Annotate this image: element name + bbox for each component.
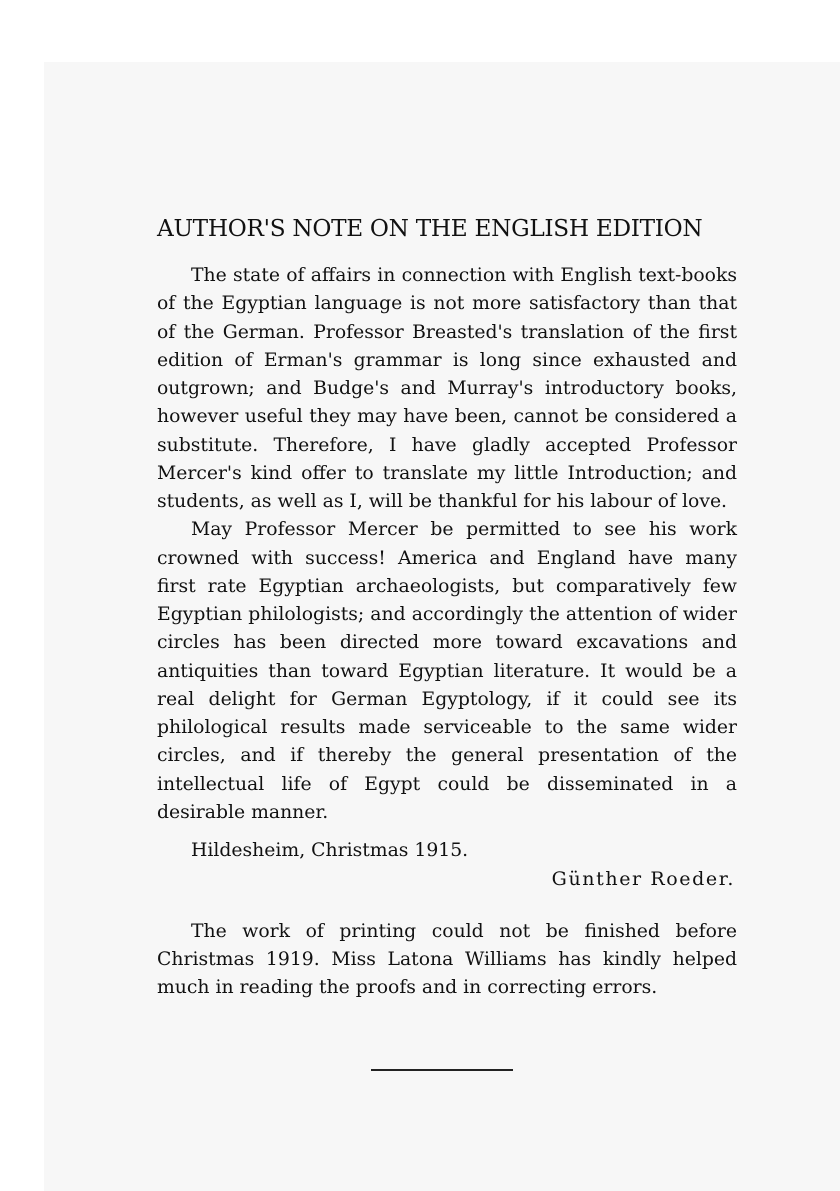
page-text bbox=[157, 212, 737, 1002]
signature: Günther Roeder. bbox=[551, 868, 735, 891]
paragraph-1: The state of affairs in connection with English text-books of the Egyptian language is not more satisfactory than that of the German. Professor Breasted's translation of the first edition of Erman's grammar is long since exhausted and outgrown; and Budge's and Murray's introductory books, however useful they may have been, cannot be considered a substitute. Therefore, I have gladly accepted Professor Mercer's kind offer to translate my little Introduction; and students, as well as I, will be thankful for his labour of love. bbox=[157, 265, 737, 512]
closing-rule bbox=[371, 1069, 513, 1071]
place-date: Hildesheim, Christmas 1915. bbox=[191, 840, 469, 861]
page-title: AUTHOR'S NOTE ON THE ENGLISH EDITION bbox=[157, 215, 703, 242]
paragraph-2: May Professor Mercer be permitted to see his work crowned with success! America and England have many first rate Egyptian archaeologists, but comparatively few Egyptian philologists; and accordingly the attention of wider circles has been directed more toward excavations and antiquities than toward Egyptian literature. It would be a real delight for German Egyptology, if it could see its philological results made serviceable to the same wider circles, and if thereby the general presentation of the intellectual life of Egypt could be disseminated in a desirable manner. bbox=[157, 519, 737, 823]
postscript: The work of printing could not be finished before Christmas 1919. Miss Latona Williams has kindly helped much in reading the proofs and in correcting errors. bbox=[157, 920, 737, 999]
